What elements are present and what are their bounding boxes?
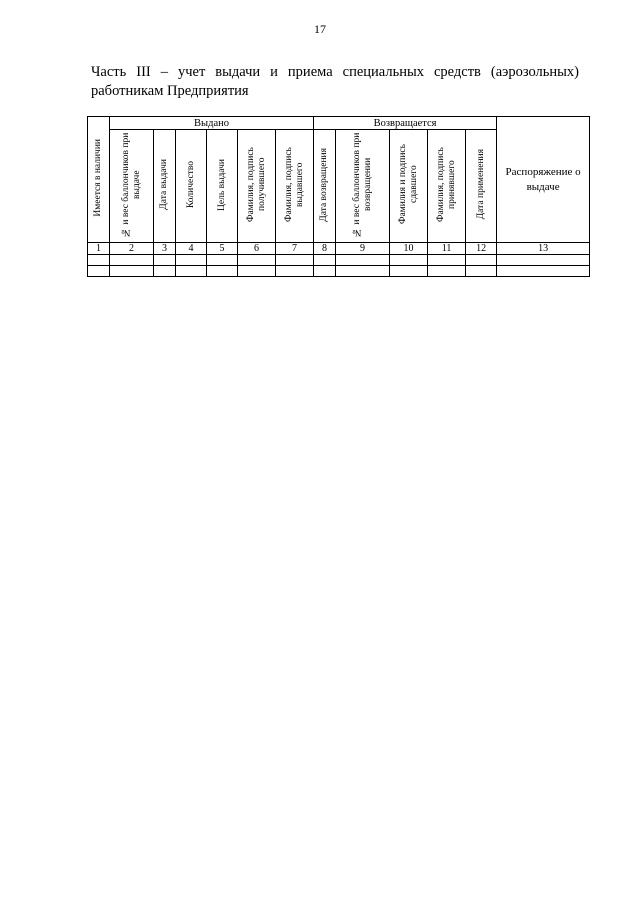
header-issued-col-4-label: Цель выдачи [216, 158, 227, 211]
column-number: 6 [238, 243, 276, 255]
header-available-label: Имеется в наличии [93, 139, 103, 217]
column-number: 12 [466, 243, 497, 255]
header-issued-col-6 [276, 130, 314, 243]
header-issued-col-3-label: Количество [185, 160, 196, 209]
issuance-register-table [87, 116, 590, 277]
header-group-returned: Возвращается [314, 117, 497, 130]
column-number: 8 [314, 243, 336, 255]
table-header-row-groups [88, 117, 590, 130]
table-cell[interactable] [314, 266, 336, 277]
header-returned-col-5 [466, 130, 497, 243]
header-issued-col-1-label: № и вес баллончиков при выдаче [120, 132, 142, 237]
header-returned-col-1 [314, 130, 336, 243]
column-number: 1 [88, 243, 110, 255]
table-cell[interactable] [497, 255, 590, 266]
table-row [88, 266, 590, 277]
header-issued-col-2 [154, 130, 176, 243]
header-issued-col-5-label: Фамилия, подпись получившего [245, 147, 267, 222]
table-cell[interactable] [466, 266, 497, 277]
table-row [88, 255, 590, 266]
table-cell[interactable] [154, 266, 176, 277]
table-cell[interactable] [276, 266, 314, 277]
column-number: 13 [497, 243, 590, 255]
header-issued-col-4 [207, 130, 238, 243]
header-returned-col-5-label: Дата применения [475, 149, 486, 220]
table-cell[interactable] [154, 255, 176, 266]
table-cell[interactable] [88, 255, 110, 266]
header-returned-col-4 [428, 130, 466, 243]
table-cell[interactable] [176, 266, 207, 277]
header-returned-col-3-label: Фамилия и подпись сдавшего [397, 144, 419, 225]
column-number: 7 [276, 243, 314, 255]
table-cell[interactable] [276, 255, 314, 266]
page-number: 17 [314, 22, 326, 36]
table-cell[interactable] [428, 255, 466, 266]
header-order: Распоряжение о выдаче [497, 117, 590, 243]
table-cell[interactable] [110, 266, 154, 277]
column-number: 11 [428, 243, 466, 255]
table-cell[interactable] [110, 255, 154, 266]
table-cell[interactable] [238, 255, 276, 266]
header-returned-col-2-label: № и вес баллончиков при возвращении [351, 132, 373, 237]
header-returned-col-1-label: Дата возвращения [319, 147, 330, 222]
table-cell[interactable] [336, 266, 390, 277]
header-issued-col-6-label: Фамилия, подпись выдавшего [283, 147, 305, 222]
header-issued-col-3 [176, 130, 207, 243]
header-returned-col-2 [336, 130, 390, 243]
column-number: 4 [176, 243, 207, 255]
table-cell[interactable] [390, 255, 428, 266]
column-number: 10 [390, 243, 428, 255]
table-cell[interactable] [207, 266, 238, 277]
table-cell[interactable] [336, 255, 390, 266]
header-available [88, 117, 110, 243]
column-number: 2 [110, 243, 154, 255]
column-number: 3 [154, 243, 176, 255]
table-cell[interactable] [207, 255, 238, 266]
column-number-row [88, 243, 590, 255]
header-issued-col-5 [238, 130, 276, 243]
column-number: 9 [336, 243, 390, 255]
table-cell[interactable] [390, 266, 428, 277]
table-cell[interactable] [428, 266, 466, 277]
column-number: 5 [207, 243, 238, 255]
section-heading-line-2: работникам Предприятия [91, 83, 249, 99]
table-cell[interactable] [238, 266, 276, 277]
section-heading-line-1: Часть III – учет выдачи и приема специальных средств (аэрозольных) [91, 64, 579, 80]
section-heading [91, 63, 579, 101]
table-cell[interactable] [88, 266, 110, 277]
table-cell[interactable] [314, 255, 336, 266]
header-returned-col-3 [390, 130, 428, 243]
table-cell[interactable] [466, 255, 497, 266]
header-group-issued: Выдано [110, 117, 314, 130]
header-issued-col-1 [110, 130, 154, 243]
header-issued-col-2-label: Дата выдачи [159, 159, 169, 210]
table-cell[interactable] [497, 266, 590, 277]
table-cell[interactable] [176, 255, 207, 266]
header-returned-col-4-label: Фамилия, подпись принявшего [435, 147, 457, 222]
